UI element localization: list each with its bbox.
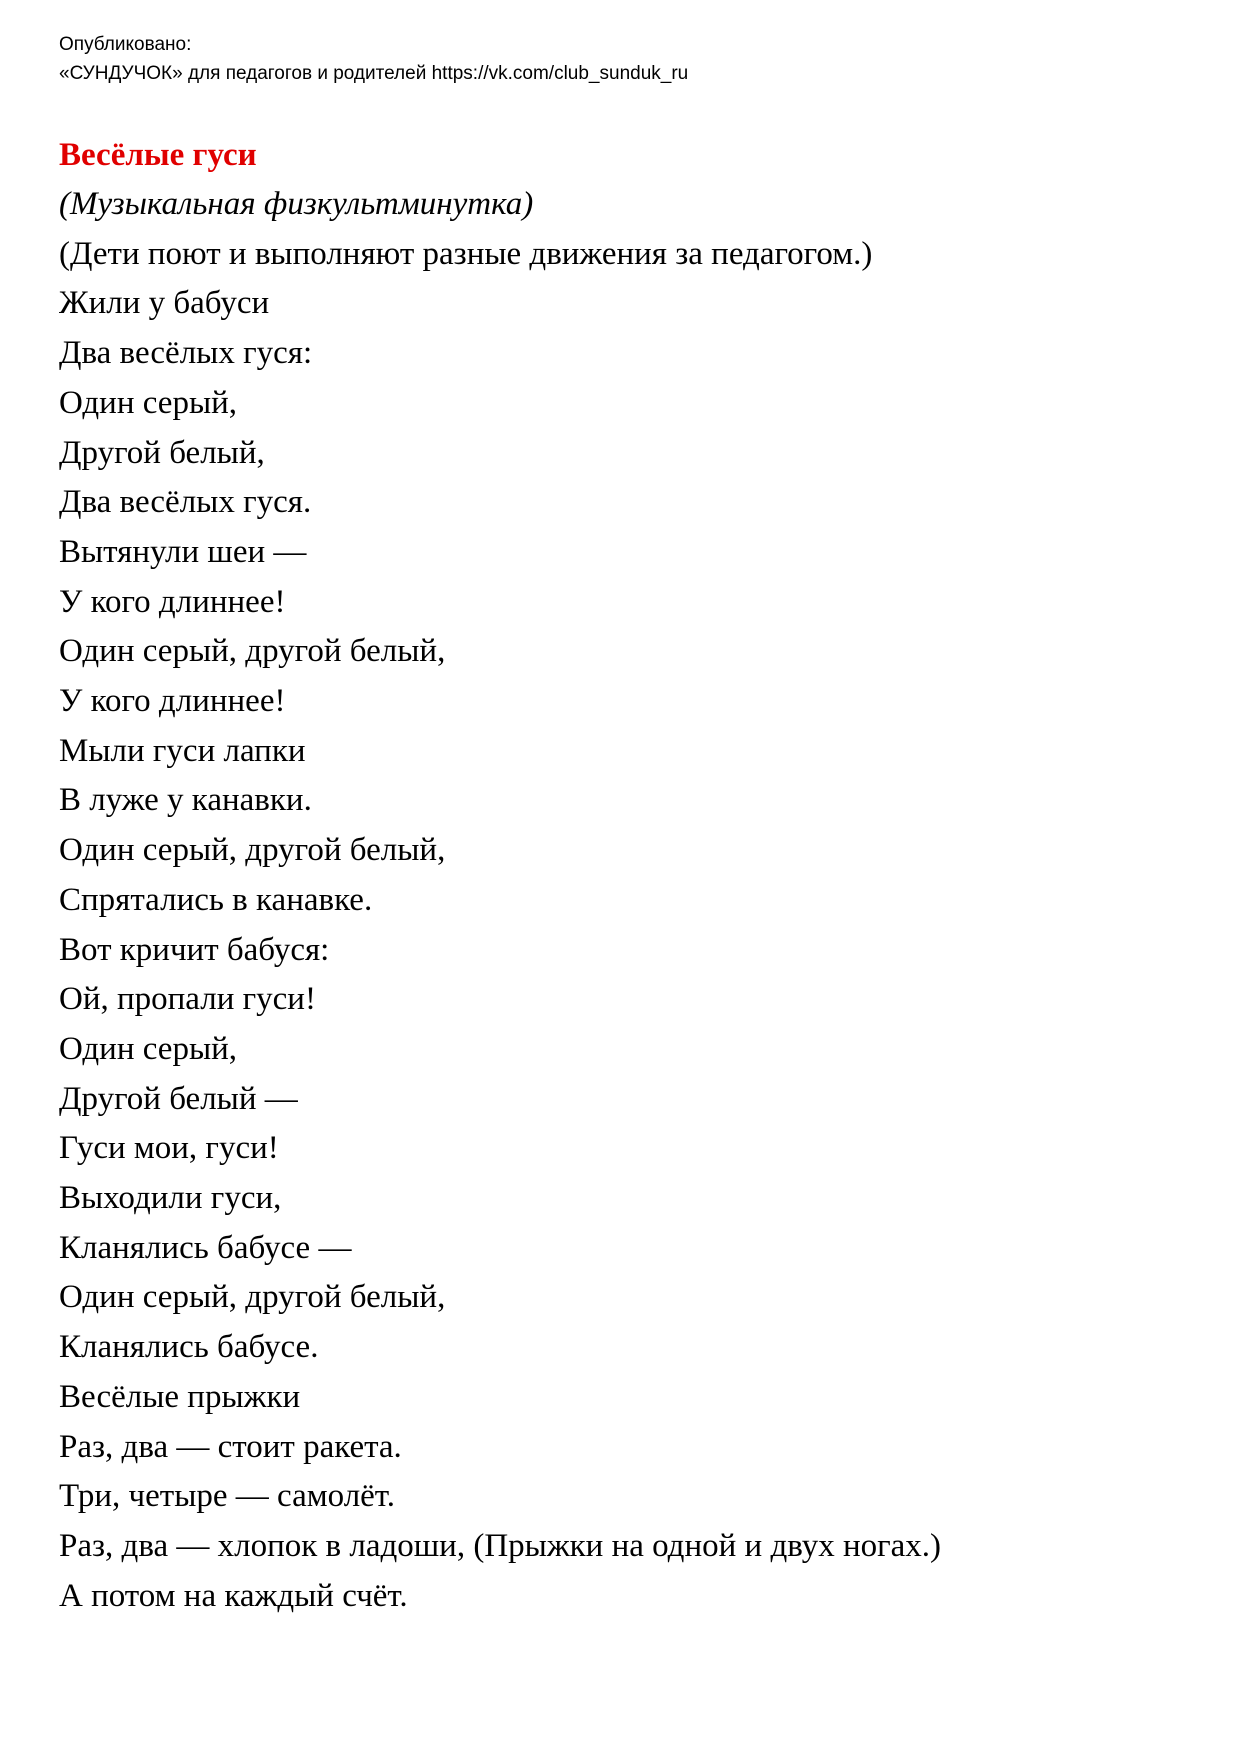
poem-line: Вытянули шеи — [59, 533, 307, 570]
publication-header [59, 30, 688, 88]
poem-line: У кого длиннее! [59, 583, 286, 620]
poem-line: Выходили гуси, [59, 1180, 282, 1217]
poem-line: Два весёлых гуся: [59, 335, 313, 372]
poem-line: Один серый, другой белый, [59, 1279, 446, 1316]
poem-line: Раз, два — хлопок в ладоши, (Прыжки на одной и двух ногах.) [59, 1527, 942, 1564]
poem-body [59, 180, 941, 1621]
poem-line: Три, четыре — самолёт. [59, 1478, 395, 1515]
poem-line: Жили у бабуси [59, 285, 270, 322]
poem-line: Другой белый, [59, 434, 265, 471]
poem-line: Другой белый — [59, 1080, 298, 1117]
poem-line: Кланялись бабусе. [59, 1329, 319, 1366]
poem-line: А потом на каждый счёт. [59, 1577, 408, 1614]
poem-line: Спрятались в канавке. [59, 881, 373, 918]
poem-line: В луже у канавки. [59, 782, 312, 819]
published-label: Опубликовано: [59, 34, 192, 55]
poem-line: Два весёлых гуся. [59, 484, 312, 521]
poem-line: Кланялись бабусе — [59, 1229, 352, 1266]
poem-line: Один серый, другой белый, [59, 633, 446, 670]
poem-line: Весёлые прыжки [59, 1378, 301, 1415]
poem-line: Один серый, [59, 1030, 238, 1067]
poem-line: (Дети поют и выполняют разные движения за педагогом.) [59, 235, 873, 272]
poem-subtitle: (Музыкальная физкультминутка) [59, 186, 534, 222]
publisher-line: «СУНДУЧОК» для педагогов и родителей https://vk.com/club_sunduk_ru [59, 63, 689, 84]
poem-line: Один серый, [59, 384, 238, 421]
poem-line: Мыли гуси лапки [59, 732, 306, 769]
poem-line: У кого длиннее! [59, 683, 286, 720]
poem-line: Раз, два — стоит ракета. [59, 1428, 402, 1465]
poem-line: Ой, пропали гуси! [59, 981, 316, 1018]
poem-line: Гуси мои, гуси! [59, 1130, 279, 1167]
poem-line: Вот кричит бабуся: [59, 931, 330, 968]
poem-title: Весёлые гуси [59, 137, 257, 173]
poem-line: Один серый, другой белый, [59, 832, 446, 869]
